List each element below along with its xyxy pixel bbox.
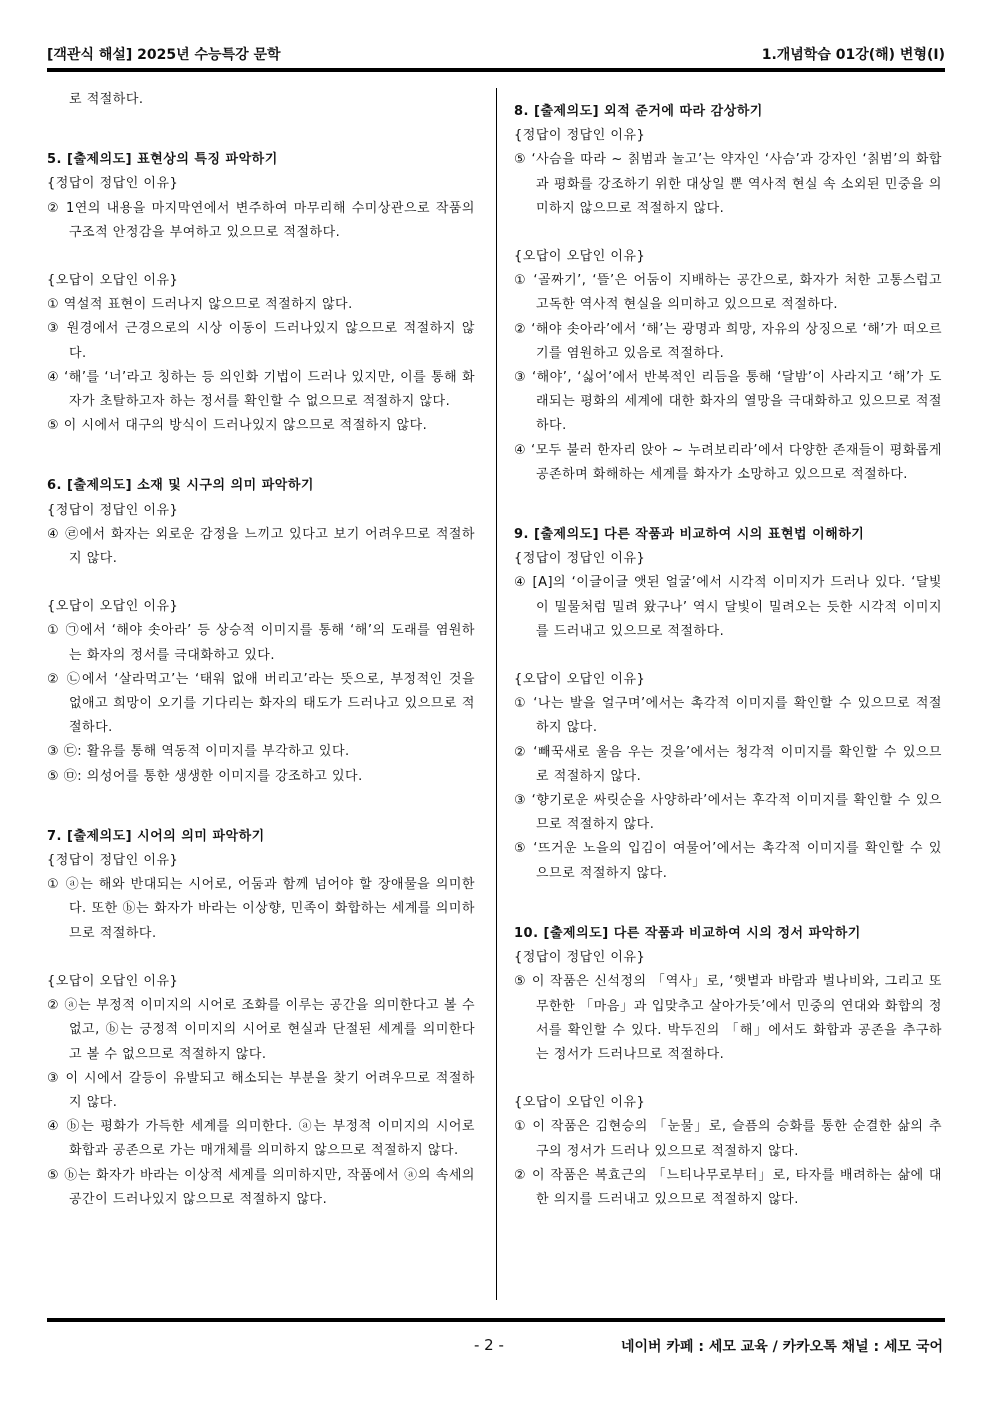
q6-correct-item: ④ ㉣에서 화자는 외로운 감정을 느끼고 있다고 보기 어려우므로 적절하지 않다. [47,526,475,567]
footer-contact: 네이버 카페 : 세모 교육 / 카카오톡 채널 : 세모 국어 [620,1339,943,1355]
q7-wrong-item: ③ 이 시에서 갈등이 유발되고 해소되는 부분을 찾기 어려우므로 적절하지 않다. [47,1070,475,1110]
q5-title: 5. [출제의도] 표현상의 특징 파악하기 [47,152,278,168]
q9-wrong-label: {오답이 오답인 이유} [514,672,646,688]
column-divider [496,88,497,1300]
q8-wrong-item: ① ‘골짜기’, ‘뜰’은 어둠이 지배하는 공간으로, 화자가 처한 고통스럽고 고독한 역사적 현실을 의미하고 있으므로 적절하다. [514,273,942,313]
q7-wrong-item: ⑤ ⓑ는 화자가 바라는 이상적 세계를 의미하지만, 작품에서 ⓐ의 속세의 공간이 드러나있지 않으므로 적절하지 않다. [47,1167,475,1207]
q10-correct-label: {정답이 정답인 이유} [514,950,646,966]
q9-wrong-item: ③ ‘향기로운 싸릿순을 사양하라’에서는 후각적 이미지를 확인할 수 있으므로 적절하지 않다. [514,793,942,833]
q8-wrong-item: ③ ‘해야’, ‘싫어’에서 반복적인 리듬을 통해 ‘달밤’이 사라지고 ‘해’가 도래되는 평화의 세계에 대한 화자의 열망을 극대화하고 있으므로 적절하다. [514,370,942,434]
q9-title: 9. [출제의도] 다른 작품과 비교하여 시의 표현법 이해하기 [514,527,865,543]
page-header [47,44,945,66]
header-title: [객관식 해설] 2025년 수능특강 문학 [47,47,281,63]
q6-wrong-label: {오답이 오답인 이유} [47,599,179,615]
q7-correct-label: {정답이 정답인 이유} [47,853,179,869]
q5-wrong-label: {오답이 오답인 이유} [47,273,179,289]
q10-wrong-label: {오답이 오답인 이유} [514,1095,646,1111]
q7-title: 7. [출제의도] 시어의 의미 파악하기 [47,828,265,844]
q9-wrong-item: ② ‘빼꾹새로 울음 우는 것을’에서는 청각적 이미지를 확인할 수 있으므로 적절하지 않다. [514,744,942,784]
q8-correct-item: ⑤ ‘사슴을 따라 ~ 칡범과 놀고’는 약자인 ‘사슴’과 강자인 ‘칡범’의 화합과 평화를 강조하기 위한 대상일 뿐 역사적 현실 속 소외된 민중을 의미하지 않으므로 적절하지 않다. [514,152,942,216]
q9-correct-item: ④ [A]의 ‘이글이글 앳된 얼굴’에서 시각적 이미지가 드러나 있다. ‘달빛이 밀물처럼 밀려 왔구나’ 역시 달빛이 밀려오는 듯한 시각적 이미지를 드러내고 있으므로 적절하다. [514,575,942,639]
q10-wrong-item: ① 이 작품은 김현승의 「눈물」로, 슬픔의 승화를 통한 순결한 삶의 추구의 정서가 드러나 있으므로 적절하지 않다. [514,1119,942,1159]
q6-wrong-item: ① ㉠에서 ‘해야 솟아라’ 등 상승적 이미지를 통해 ‘해’의 도래를 염원하는 화자의 정서를 극대화하고 있다. [47,623,475,663]
footer-rule [47,1318,945,1322]
q8-correct-label: {정답이 정답인 이유} [514,128,646,144]
q8-title: 8. [출제의도] 외적 준거에 따라 감상하기 [514,104,763,119]
q5-correct-label: {정답이 정답인 이유} [47,176,179,192]
header-lesson: 1.개념학습 01강(해) 변형(I) [761,47,945,63]
carry-over-text: 로 적절하다. [69,92,144,107]
q5-wrong-item: ④ ‘해’를 ‘너’라고 칭하는 등 의인화 기법이 드러나 있지만, 이를 통해 화자가 초탈하고자 하는 정서를 확인할 수 없으므로 적절하지 않다. [47,369,475,410]
q5-wrong-item: ① 역설적 표현이 드러나지 않으므로 적절하지 않다. [47,297,353,313]
q5-wrong-item: ③ 원경에서 근경으로의 시상 이동이 드러나있지 않으므로 적절하지 않다. [47,321,475,361]
q8-wrong-item: ④ ‘모두 불러 한자리 앉아 ~ 누려보리라’에서 다양한 존재들이 평화롭게 공존하며 화해하는 세계를 화자가 소망하고 있으므로 적절하다. [514,442,942,482]
q10-wrong-item: ② 이 작품은 복효근의 「느티나무로부터」로, 타자를 배려하는 삶에 대한 의지를 드러내고 있으므로 적절하지 않다. [514,1167,942,1207]
q7-wrong-label: {오답이 오답인 이유} [47,973,179,989]
q7-correct-item: ① ⓐ는 해와 반대되는 시어로, 어둠과 함께 넘어야 할 장애물을 의미한다. 또한 ⓑ는 화자가 바라는 이상향, 민족이 화합하는 세계를 의미하므로 적절하다. [47,877,475,941]
page-number: - 2 - [474,1336,504,1354]
q7-wrong-item: ② ⓐ는 부정적 이미지의 시어로 조화를 이루는 공간을 의미한다고 볼 수 없고, ⓑ는 긍정적 이미지의 시어로 현실과 단절된 세계를 의미한다고 볼 수 없으므로 적절하지 않다. [47,998,475,1062]
q6-title: 6. [출제의도] 소재 및 시구의 의미 파악하기 [47,478,314,494]
q6-wrong-item: ② ㉡에서 ‘살라먹고’는 ‘태워 없애 버리고’라는 뜻으로, 부정적인 것을 없애고 희망이 오기를 기다리는 화자의 태도가 드러나고 있으므로 적절하다. [47,671,475,736]
q9-wrong-item: ⑤ ‘뜨거운 노을의 입김이 여물어’에서는 촉각적 이미지를 확인할 수 있으므로 적절하지 않다. [514,841,942,881]
q5-wrong-item: ⑤ 이 시에서 대구의 방식이 드러나있지 않으므로 적절하지 않다. [47,418,428,434]
q6-wrong-item: ③ ㉢: 활유를 통해 역동적 이미지를 부각하고 있다. [47,744,350,760]
q6-wrong-item: ⑤ ㉤: 의성어를 통한 생생한 이미지를 강조하고 있다. [47,768,363,784]
header-rule [47,68,945,72]
q9-wrong-item: ① ‘나는 발을 얼구며’에서는 촉각적 이미지를 확인할 수 있으므로 적절하지 않다. [514,696,942,736]
q8-wrong-label: {오답이 오답인 이유} [514,249,646,265]
q10-correct-item: ⑤ 이 작품은 신석정의 「역사」로, ‘햇볕과 바람과 벌나비와, 그리고 또 무한한 「마음」과 입맞추고 살아가듯’에서 민중의 연대와 화합의 정서를 확인할 수 있다. 박두진의 「해」에서도 화합과 공존을 추구하는 정서가 드러나므로 적절하다. [514,974,942,1062]
q5-correct-item: ② 1연의 내용을 마지막연에서 변주하여 마무리해 수미상관으로 작품의 구조적 안정감을 부여하고 있으므로 적절하다. [47,200,475,240]
left-column [47,88,475,1212]
right-column [514,88,942,1212]
q9-correct-label: {정답이 정답인 이유} [514,551,646,567]
q7-wrong-item: ④ ⓑ는 평화가 가득한 세계를 의미한다. ⓐ는 부정적 이미지의 시어로 화합과 공존으로 가는 매개체를 의미하지 않으므로 적절하지 않다. [47,1119,475,1159]
q10-title: 10. [출제의도] 다른 작품과 비교하여 시의 정서 파악하기 [514,925,861,941]
q8-wrong-item: ② ‘해야 솟아라’에서 ‘해’는 광명과 희망, 자유의 상징으로 ‘해’가 떠오르기를 염원하고 있음로 적절하다. [514,321,942,361]
q6-correct-label: {정답이 정답인 이유} [47,502,179,518]
